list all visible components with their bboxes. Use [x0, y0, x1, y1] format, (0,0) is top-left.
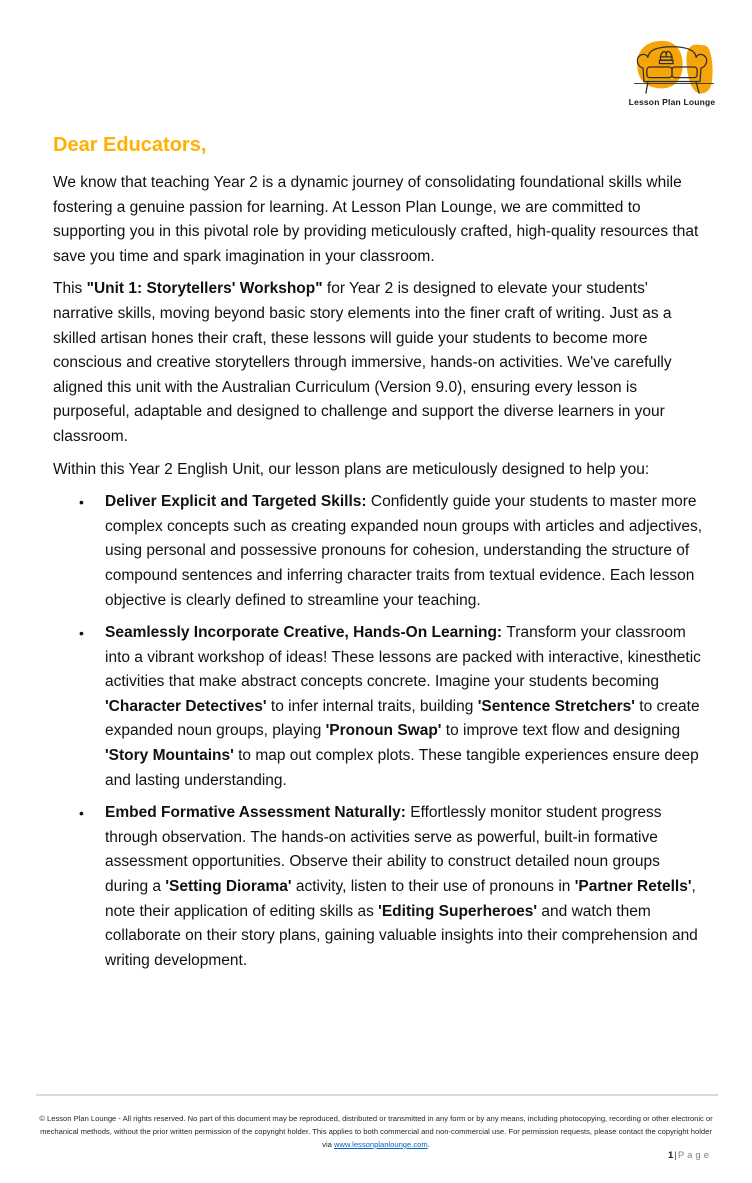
logo-caption: Lesson Plan Lounge	[628, 97, 716, 107]
letter-content	[53, 134, 703, 981]
bullet-icon: •	[79, 805, 84, 822]
bullet-icon: •	[79, 625, 84, 642]
logo	[626, 38, 718, 107]
benefit-item-text: Deliver Explicit and Targeted Skills: Confidently guide your students to master more complex concepts such as creating expanded noun groups with articles and adjectives, using personal and possessive pronouns for cohesion, understanding the structure of compound sentences and inferring character traits from textual evidence. Each lesson objective is clearly defined to streamline your teaching.	[105, 493, 703, 609]
benefit-item-text: Seamlessly Incorporate Creative, Hands-On Learning: Transform your classroom into a vibrant workshop of ideas! These lessons are packed with interactive, kinesthetic activities that make abstract concepts concrete. Imagine your students becoming 'Character Detectives' to infer internal traits, building 'Sentence Stretchers' to create expanded noun groups, playing 'Pronoun Swap' to improve text flow and designing 'Story Mountains' to map out complex plots. These tangible experiences ensure deep and lasting understanding.	[105, 624, 701, 789]
footer-divider	[36, 1094, 718, 1096]
footer-copyright	[36, 1112, 716, 1151]
paragraph-intro: We know that teaching Year 2 is a dynamic journey of consolidating foundational skills while fostering a genuine passion for learning. At Lesson Plan Lounge, we are committed to supporting you in this pivotal role by providing meticulously crafted, high-quality resources that save you time and spark imagination in your classroom.	[53, 174, 699, 265]
page-number-separator: |	[674, 1150, 677, 1161]
paragraph-unit-overview: This "Unit 1: Storytellers' Workshop" for Year 2 is designed to elevate your students' narrative skills, moving beyond basic story elements into the finer craft of writing. Just as a skilled artisan hones their craft, these lessons will guide your students to become more conscious and creative storytellers through immersive, hands-on activities. We've carefully aligned this unit with the Australian Curriculum (Version 9.0), ensuring every lesson is purposeful, adaptable and designed to challenge and support the diverse learners in your classroom.	[53, 280, 672, 445]
page-number	[668, 1150, 712, 1161]
bullet-icon: •	[79, 494, 84, 511]
benefits-list	[53, 490, 703, 973]
footer-website-link[interactable]: www.lessonplanlounge.com	[333, 1140, 428, 1149]
footer-copyright-text: © Lesson Plan Lounge - All rights reserved. No part of this document may be reproduced, distributed or transmitted in any form or by any means, including photocopying, recording or other electronic or mechanical methods, without the prior written permission of the copyright holder. This applies to both commercial and non-commercial use. For permission requests, please contact the copyright holder via	[39, 1114, 713, 1149]
letter-heading: Dear Educators,	[53, 134, 207, 156]
page-number-value: 1	[668, 1150, 674, 1161]
benefit-item-formative-assessment	[53, 801, 703, 973]
couch-with-books-icon	[627, 38, 717, 96]
benefit-item-explicit-skills	[53, 490, 703, 613]
benefit-item-text: Embed Formative Assessment Naturally: Effortlessly monitor student progress through observation. The hands-on activities serve as powerful, built-in formative assessment opportunities. Observe their ability to construct detailed noun groups during a 'Setting Diorama' activity, listen to their use of pronouns in 'Partner Retells', note their application of editing skills as 'Editing Superheroes' and watch them collaborate on their story plans, gaining valuable insights into their comprehension and writing development.	[105, 804, 698, 969]
benefit-item-hands-on-learning	[53, 621, 703, 793]
footer-copyright-period: .	[427, 1140, 430, 1149]
page-number-label: Page	[677, 1150, 712, 1161]
paragraph-lead-in: Within this Year 2 English Unit, our lesson plans are meticulously designed to help you:	[53, 460, 650, 478]
